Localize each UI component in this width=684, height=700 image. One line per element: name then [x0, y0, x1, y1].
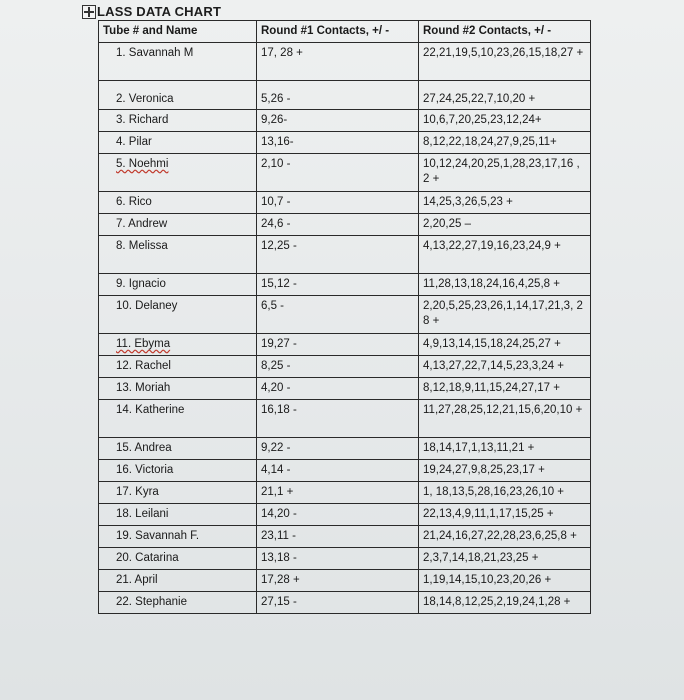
student-name: 16. Victoria — [99, 460, 257, 482]
student-name: 7. Andrew — [99, 214, 257, 236]
table-row — [99, 236, 591, 274]
round1-contacts: 10,7 - — [257, 192, 419, 214]
table-row — [99, 482, 591, 504]
student-name: 8. Melissa — [99, 236, 257, 274]
round2-contacts: 19,24,27,9,8,25,23,17 + — [419, 460, 591, 482]
round1-contacts: 16,18 - — [257, 400, 419, 438]
round1-contacts: 2,10 - — [257, 154, 419, 192]
round1-contacts: 27,15 - — [257, 592, 419, 614]
table-move-handle-icon[interactable] — [82, 5, 96, 19]
student-name: 10. Delaney — [99, 296, 257, 334]
round2-contacts: 21,24,16,27,22,28,23,6,25,8 + — [419, 526, 591, 548]
table-row — [99, 192, 591, 214]
header-round1: Round #1 Contacts, +/ - — [257, 21, 419, 43]
round1-contacts: 17, 28 + — [257, 43, 419, 81]
round2-contacts: 4,9,13,14,15,18,24,25,27 + — [419, 334, 591, 356]
round2-contacts: 4,13,22,27,19,16,23,24,9 + — [419, 236, 591, 274]
chart-title: LASS DATA CHART — [97, 4, 222, 19]
table-row — [99, 548, 591, 570]
table-row — [99, 274, 591, 296]
table-row — [99, 43, 591, 81]
round1-contacts: 19,27 - — [257, 334, 419, 356]
student-name: 3. Richard — [99, 110, 257, 132]
round2-contacts: 1,19,14,15,10,23,20,26 + — [419, 570, 591, 592]
student-name: 12. Rachel — [99, 356, 257, 378]
table-row — [99, 526, 591, 548]
student-name: 11. Ebyma — [116, 338, 171, 350]
table-row — [99, 296, 591, 334]
student-name: 18. Leilani — [99, 504, 257, 526]
title-area — [82, 4, 221, 19]
round1-contacts: 9,26- — [257, 110, 419, 132]
round1-contacts: 4,14 - — [257, 460, 419, 482]
student-name: 13. Moriah — [99, 378, 257, 400]
student-name: 19. Savannah F. — [99, 526, 257, 548]
round2-contacts: 18,14,8,12,25,2,19,24,1,28 + — [419, 592, 591, 614]
student-name: 9. Ignacio — [99, 274, 257, 296]
student-name: 21. April — [99, 570, 257, 592]
table-row — [99, 400, 591, 438]
header-round2: Round #2 Contacts, +/ - — [419, 21, 591, 43]
student-name: 5. Noehmi — [116, 158, 169, 170]
student-name: 22. Stephanie — [99, 592, 257, 614]
round2-contacts: 14,25,3,26,5,23 + — [419, 192, 591, 214]
round2-contacts: 2,20,25 – — [419, 214, 591, 236]
round2-contacts: 2,20,5,25,23,26,1,14,17,21,3, 28 + — [419, 296, 591, 334]
student-name: 17. Kyra — [99, 482, 257, 504]
table-row — [99, 132, 591, 154]
table-row — [99, 504, 591, 526]
round1-contacts: 14,20 - — [257, 504, 419, 526]
header-name: Tube # and Name — [99, 21, 257, 43]
round1-contacts: 17,28 + — [257, 570, 419, 592]
header-row — [99, 21, 591, 43]
class-data-table — [98, 20, 591, 614]
round2-contacts: 8,12,22,18,24,27,9,25,11+ — [419, 132, 591, 154]
round1-contacts: 4,20 - — [257, 378, 419, 400]
student-name: 4. Pilar — [99, 132, 257, 154]
round2-contacts: 10,6,7,20,25,23,12,24+ — [419, 110, 591, 132]
round1-contacts: 23,11 - — [257, 526, 419, 548]
table-row — [99, 154, 591, 192]
round1-contacts: 13,18 - — [257, 548, 419, 570]
table-row — [99, 110, 591, 132]
student-name: 2. Veronica — [99, 81, 257, 110]
table-row — [99, 460, 591, 482]
student-name: 6. Rico — [99, 192, 257, 214]
round2-contacts: 27,24,25,22,7,10,20 + — [419, 81, 591, 110]
round2-contacts: 11,27,28,25,12,21,15,6,20,10 + — [419, 400, 591, 438]
table-row — [99, 214, 591, 236]
round1-contacts: 8,25 - — [257, 356, 419, 378]
round1-contacts: 9,22 - — [257, 438, 419, 460]
table-row — [99, 334, 591, 356]
student-name: 14. Katherine — [99, 400, 257, 438]
table-row — [99, 438, 591, 460]
round1-contacts: 15,12 - — [257, 274, 419, 296]
round2-contacts: 22,13,4,9,11,1,17,15,25 + — [419, 504, 591, 526]
table-row — [99, 81, 591, 110]
round2-contacts: 22,21,19,5,10,23,26,15,18,27 + — [419, 43, 591, 81]
round1-contacts: 12,25 - — [257, 236, 419, 274]
table-row — [99, 592, 591, 614]
round1-contacts: 6,5 - — [257, 296, 419, 334]
round2-contacts: 2,3,7,14,18,21,23,25 + — [419, 548, 591, 570]
table-row — [99, 378, 591, 400]
round2-contacts: 8,12,18,9,11,15,24,27,17 + — [419, 378, 591, 400]
table-row — [99, 570, 591, 592]
round1-contacts: 24,6 - — [257, 214, 419, 236]
round2-contacts: 1, 18,13,5,28,16,23,26,10 + — [419, 482, 591, 504]
student-name: 1. Savannah M — [99, 43, 257, 81]
table-row — [99, 356, 591, 378]
round1-contacts: 13,16- — [257, 132, 419, 154]
round2-contacts: 18,14,17,1,13,11,21 + — [419, 438, 591, 460]
round2-contacts: 10,12,24,20,25,1,28,23,17,16 ,2 + — [419, 154, 591, 192]
round1-contacts: 5,26 - — [257, 81, 419, 110]
round2-contacts: 11,28,13,18,24,16,4,25,8 + — [419, 274, 591, 296]
round2-contacts: 4,13,27,22,7,14,5,23,3,24 + — [419, 356, 591, 378]
student-name: 15. Andrea — [99, 438, 257, 460]
round1-contacts: 21,1 + — [257, 482, 419, 504]
student-name: 20. Catarina — [99, 548, 257, 570]
